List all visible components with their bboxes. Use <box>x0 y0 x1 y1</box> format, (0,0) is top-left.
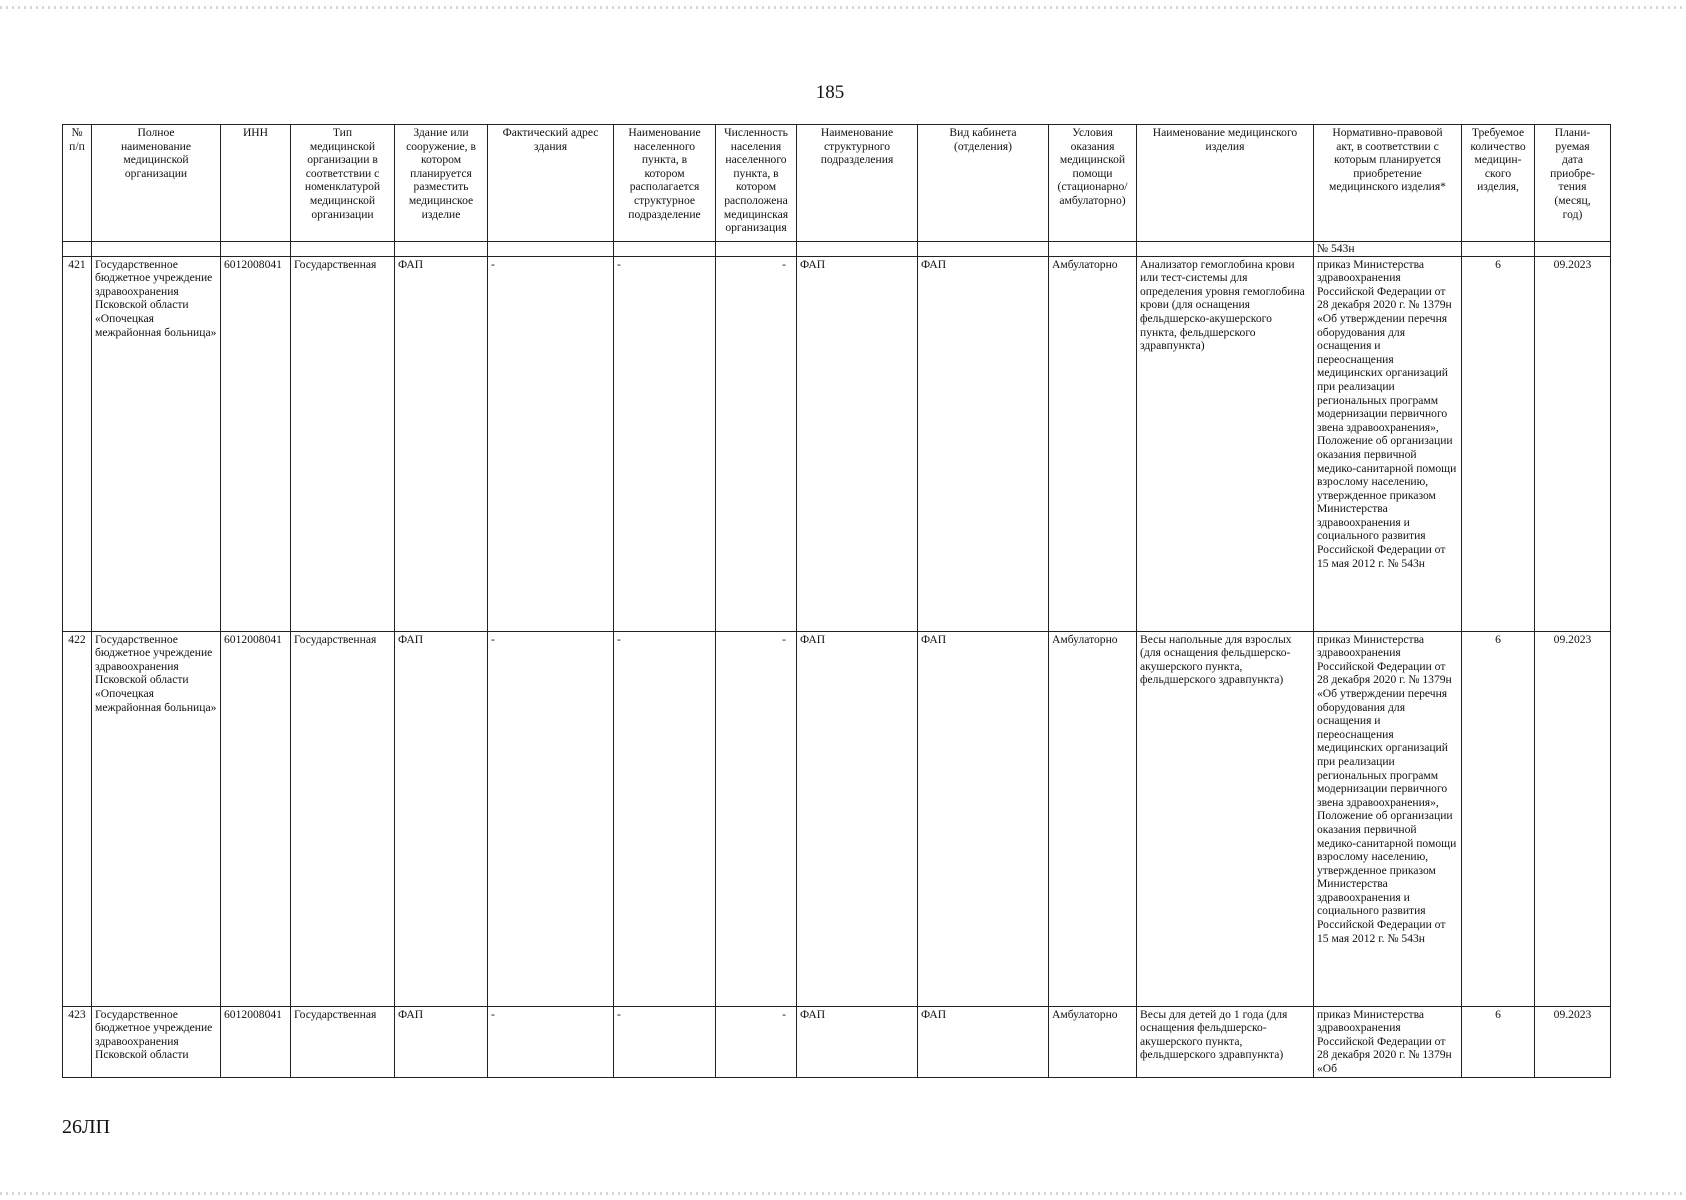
cell-org-type: Государственная <box>291 631 395 1006</box>
table-row <box>63 631 1611 1006</box>
cell-address: - <box>488 256 614 631</box>
cell-device: Анализатор гемоглобина крови или тест-системы для определения уровня гемоглобина крови (для оснащения фельдшерско-акушерского пункта, фельдшерского здравпункта) <box>1137 256 1314 631</box>
scan-edge-bottom <box>0 1192 1686 1195</box>
continuation-legal-act: № 543н <box>1314 242 1462 257</box>
header-org-name: Полное наименование медицинской организации <box>92 125 221 242</box>
cell-inn: 6012008041 <box>221 256 291 631</box>
cell-conditions: Амбулаторно <box>1049 1006 1137 1077</box>
cell-building: ФАП <box>395 631 488 1006</box>
cell-conditions: Амбулаторно <box>1049 256 1137 631</box>
cell-org-type: Государственная <box>291 256 395 631</box>
header-org-type: Тип медицинской организации в соответствии с номенклатурой медицинской организации <box>291 125 395 242</box>
cell-org-name: Государственное бюджетное учреждение здравоохранения Псковской области «Опочецкая межрайонная больница» <box>92 631 221 1006</box>
medical-equipment-table <box>62 124 1611 1078</box>
cell-unit: ФАП <box>797 631 918 1006</box>
header-legal-act: Нормативно-правовой акт, в соответствии с которым планируется приобретение медицинского изделия* <box>1314 125 1462 242</box>
scan-edge-top <box>0 6 1686 9</box>
table-row <box>63 1006 1611 1077</box>
cell-population: - <box>716 256 797 631</box>
header-address: Фактический адрес здания <box>488 125 614 242</box>
header-num: № п/п <box>63 125 92 242</box>
header-quantity: Требуемое количество медицин- ского изделия, <box>1462 125 1535 242</box>
cell-device: Весы напольные для взрослых (для оснащения фельдшерско-акушерского пункта, фельдшерского здравпункта) <box>1137 631 1314 1006</box>
cell-conditions: Амбулаторно <box>1049 631 1137 1006</box>
cell-cabinet: ФАП <box>918 631 1049 1006</box>
cell-org-name: Государственное бюджетное учреждение здравоохранения Псковской области «Опочецкая межрайонная больница» <box>92 256 221 631</box>
cell-unit: ФАП <box>797 256 918 631</box>
cell-num: 421 <box>63 256 92 631</box>
header-conditions: Условия оказания медицинской помощи (стационарно/ амбулаторно) <box>1049 125 1137 242</box>
cell-building: ФАП <box>395 256 488 631</box>
cell-settlement: - <box>614 256 716 631</box>
cell-date: 09.2023 <box>1535 256 1611 631</box>
cell-unit: ФАП <box>797 1006 918 1077</box>
cell-legal-act: приказ Министерства здравоохранения Российской Федерации от 28 декабря 2020 г. № 1379н «Об <box>1314 1006 1462 1077</box>
cell-num: 423 <box>63 1006 92 1077</box>
header-population: Численность населения населенного пункта, в котором расположена медицинская организация <box>716 125 797 242</box>
document-code: 26ЛП <box>62 1116 111 1138</box>
cell-num: 422 <box>63 631 92 1006</box>
cell-org-type: Государственная <box>291 1006 395 1077</box>
cell-cabinet: ФАП <box>918 1006 1049 1077</box>
page-number: 185 <box>815 82 845 103</box>
header-inn: ИНН <box>221 125 291 242</box>
header-building: Здание или сооружение, в котором планируется разместить медицинское изделие <box>395 125 488 242</box>
cell-building: ФАП <box>395 1006 488 1077</box>
cell-quantity: 6 <box>1462 256 1535 631</box>
cell-address: - <box>488 631 614 1006</box>
cell-inn: 6012008041 <box>221 631 291 1006</box>
continuation-row <box>63 242 1611 257</box>
header-unit: Наименование структурного подразделения <box>797 125 918 242</box>
cell-population: - <box>716 1006 797 1077</box>
cell-legal-act: приказ Министерства здравоохранения Российской Федерации от 28 декабря 2020 г. № 1379н «Об утверждении перечня оборудования для оснащения и переоснащения медицинских организаций при реализации региональных программ модернизации первичного звена здравоохранения», Положение об организации оказания первичной медико-санитарной помощи взрослому населению, утвержденное приказом Министерства здравоохранения и социального развития Российской Федерации от 15 мая 2012 г. № 543н <box>1314 256 1462 631</box>
cell-quantity: 6 <box>1462 631 1535 1006</box>
header-row <box>63 125 1611 242</box>
cell-population: - <box>716 631 797 1006</box>
cell-settlement: - <box>614 1006 716 1077</box>
cell-settlement: - <box>614 631 716 1006</box>
header-settlement: Наименование населенного пункта, в котором располагается структурное подразделение <box>614 125 716 242</box>
header-cabinet: Вид кабинета (отделения) <box>918 125 1049 242</box>
cell-org-name: Государственное бюджетное учреждение здравоохранения Псковской области <box>92 1006 221 1077</box>
cell-device: Весы для детей до 1 года (для оснащения фельдшерско-акушерского пункта, фельдшерского здравпункта) <box>1137 1006 1314 1077</box>
cell-date: 09.2023 <box>1535 1006 1611 1077</box>
cell-inn: 6012008041 <box>221 1006 291 1077</box>
header-device: Наименование медицинского изделия <box>1137 125 1314 242</box>
cell-cabinet: ФАП <box>918 256 1049 631</box>
header-date: Плани- руемая дата приобре- тения (месяц, год) <box>1535 125 1611 242</box>
cell-date: 09.2023 <box>1535 631 1611 1006</box>
cell-legal-act: приказ Министерства здравоохранения Российской Федерации от 28 декабря 2020 г. № 1379н «Об утверждении перечня оборудования для оснащения и переоснащения медицинских организаций при реализации региональных программ модернизации первичного звена здравоохранения», Положение об организации оказания первичной медико-санитарной помощи взрослому населению, утвержденное приказом Министерства здравоохранения и социального развития Российской Федерации от 15 мая 2012 г. № 543н <box>1314 631 1462 1006</box>
table-row <box>63 256 1611 631</box>
cell-address: - <box>488 1006 614 1077</box>
cell-quantity: 6 <box>1462 1006 1535 1077</box>
